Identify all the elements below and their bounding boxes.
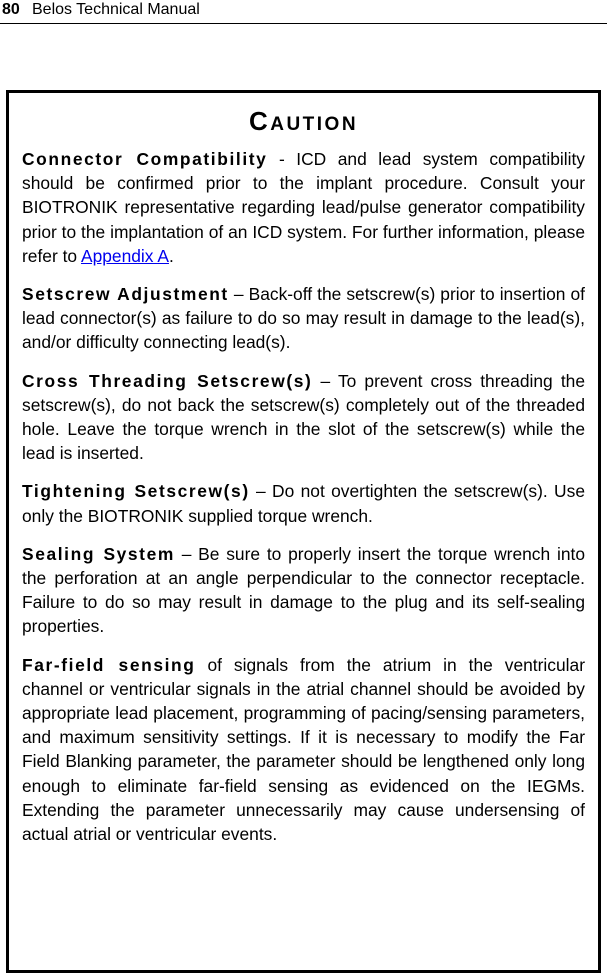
appendix-a-link[interactable]: Appendix A bbox=[80, 245, 169, 266]
paragraph-text: of signals from the atrium in the ventricular channel or ventricular signals in the atrial channel should be avoided by appropriate lead placement, programming of pacing/sensing parameters, and maximum sensitivity settings. If it is necessary to modify the Far Field Blanking parameter, the parameter should be lengthened only long enough to eliminate far-field sensing as evidenced on the IEGMs. Extending the parameter unnecessarily may cause undersensing of actual atrial or ventricular events. bbox=[22, 654, 585, 845]
paragraph-lead: Tightening Setscrew(s) bbox=[22, 481, 250, 502]
cross-threading-paragraph bbox=[22, 369, 585, 466]
manual-title: Belos Technical Manual bbox=[32, 1, 200, 18]
connector-compatibility-paragraph bbox=[22, 147, 585, 268]
paragraph-text: – To prevent cross threading the setscrew(s), do not back the setscrew(s) completely out of the threaded hole. Leave the torque wrench in the slot of the setscrew(s) while the lead is inserted. bbox=[22, 370, 585, 464]
paragraph-tail: . bbox=[168, 245, 174, 266]
sealing-system-paragraph bbox=[22, 542, 585, 639]
paragraph-lead: Cross Threading Setscrew(s) bbox=[22, 370, 313, 391]
paragraph-lead: Far-field sensing bbox=[22, 654, 196, 675]
caution-title-rest: AUTION bbox=[270, 114, 359, 135]
paragraph-text: - ICD and lead system compatibility should be confirmed prior to the implant procedure. Consult your BIOTRONIK representative regarding lead/pulse generator compatibility prior to the implantation of an ICD system. For further information, please refer to bbox=[22, 149, 586, 266]
page-number: 80 bbox=[2, 1, 20, 18]
tightening-setscrew-paragraph bbox=[22, 479, 585, 527]
paragraph-lead: Sealing System bbox=[22, 543, 175, 564]
paragraph-text: – Back-off the setscrew(s) prior to insertion of lead connector(s) as failure to do so may result in damage to the lead(s), and/or difficulty connecting lead(s). bbox=[22, 284, 585, 353]
paragraph-lead: Setscrew Adjustment bbox=[22, 284, 229, 305]
far-field-sensing-paragraph bbox=[22, 653, 585, 847]
paragraph-text: – Be sure to properly insert the torque wrench into the perforation at an angle perpendicular to the connector receptacle. Failure to do so may result in damage to the plug and its self-sealing properties. bbox=[22, 543, 586, 637]
paragraph-lead: Connector Compatibility bbox=[22, 149, 268, 169]
caution-title bbox=[22, 107, 585, 139]
setscrew-adjustment-paragraph bbox=[22, 282, 585, 355]
page-header bbox=[0, 0, 607, 24]
caution-box bbox=[6, 90, 601, 973]
paragraph-text: – Do not overtighten the setscrew(s). Use only the BIOTRONIK supplied torque wrench. bbox=[22, 481, 585, 526]
caution-title-initial: C bbox=[248, 106, 271, 136]
